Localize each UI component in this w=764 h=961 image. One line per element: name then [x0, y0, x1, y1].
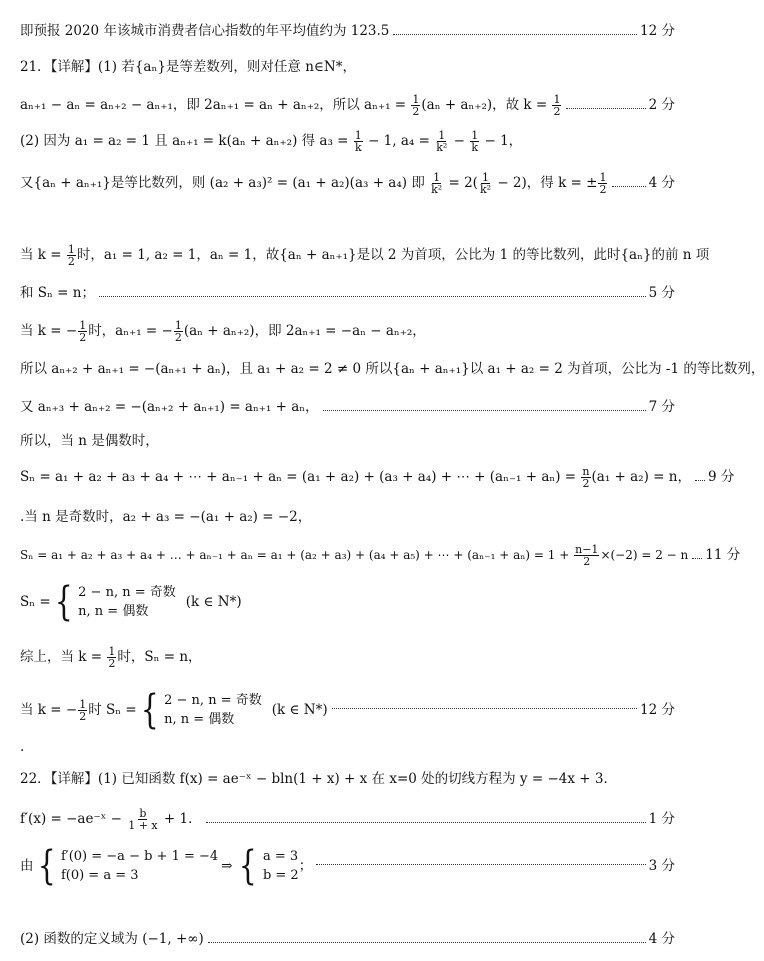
text-part: −: [449, 133, 470, 149]
text-part: − 2)，得 k = ±: [493, 175, 598, 191]
text-part: 由: [20, 858, 34, 874]
line-22: [20, 930, 675, 948]
fraction: [470, 130, 479, 153]
points-label: 1 分: [648, 811, 675, 827]
condition: (k ∈ N*): [271, 702, 328, 718]
solution-b: b = 2: [262, 868, 299, 883]
text-part: aₙ₊₁ − aₙ = aₙ₊₂ − aₙ₊₁，即 2aₙ₊₁ = aₙ + aₙ₊₂，所以 aₙ₊₁ =: [20, 97, 411, 113]
denominator: 2: [582, 477, 590, 490]
dot-leader: [332, 708, 637, 709]
text-part: 当 k = −: [20, 702, 78, 718]
dot-leader: [393, 34, 637, 35]
denominator: k²: [479, 183, 492, 196]
points-label: 11 分: [705, 547, 741, 563]
denominator: 2: [412, 105, 420, 118]
condition: (k ∈ N*): [185, 594, 242, 610]
line-14: [20, 543, 741, 568]
line-20: [20, 808, 675, 831]
case-2: n, n = 偶数: [78, 604, 149, 619]
numerator: 1: [354, 129, 362, 142]
numerator: 1: [438, 129, 446, 142]
text-part: (a₁ + a₂) = n，: [591, 469, 691, 485]
solutions: [263, 847, 299, 885]
numerator: 1: [79, 697, 87, 711]
line-8: [20, 320, 675, 343]
fraction: [67, 244, 76, 267]
text-part: + 1．: [159, 811, 202, 827]
text-part: ；: [298, 858, 313, 874]
denominator: 2: [553, 105, 561, 118]
line-20-formula: [20, 808, 202, 831]
line-5: [20, 172, 675, 195]
line-13-text: .当 n 是奇数时，a₂ + a₃ = −(a₁ + a₂) = −2，: [20, 509, 312, 525]
points-label: 3 分: [648, 858, 675, 874]
numerator: 1: [471, 129, 479, 142]
line-11: [20, 432, 675, 450]
line-9: [20, 360, 764, 378]
stray-dot: .: [20, 739, 25, 755]
line-2-text: 21．【详解】(1) 若{aₙ}是等差数列，则对任意 n∈N*，: [20, 59, 356, 75]
text-part: ×(−2) = 2 − n: [600, 548, 689, 562]
text-part: (2) 因为 a₁ = a₂ = 1 且 aₙ₊₁ = k(aₙ + aₙ₊₂) 得 a₃ =: [20, 133, 353, 149]
dot-leader: [323, 410, 646, 411]
cases: [78, 583, 176, 621]
numerator: 1: [481, 171, 489, 184]
points-label: 5 分: [648, 285, 675, 301]
case-1: 2 − n, n = 奇数: [78, 585, 176, 600]
denominator: 2: [174, 331, 182, 344]
text-part: Sₙ = a₁ + a₂ + a₃ + a₄ + … + aₙ₋₁ + aₙ = a₁ + (a₂ + a₃) + (a₄ + a₅) + ⋯ + (aₙ₋₁ + aₙ) = 1 +: [20, 548, 574, 562]
equation-2: f(0) = a = 3: [60, 868, 139, 883]
solution-a: a = 3: [262, 849, 299, 864]
line-19: [20, 770, 675, 788]
cases: [61, 847, 218, 885]
line-14-formula: [20, 544, 688, 567]
left-brace: {: [239, 843, 258, 889]
line-9-text: 所以 aₙ₊₂ + aₙ₊₁ = −(aₙ₊₁ + aₙ)，且 a₁ + a₂ = 2 ≠ 0 所以{aₙ + aₙ₊₁}以 a₁ + a₂ = 2 为首项，公比为 -1 的等比数列，: [20, 361, 764, 377]
line-12: [20, 465, 735, 490]
dot-leader: [316, 864, 645, 865]
dot-leader: [208, 942, 646, 943]
line-3-formula: [20, 94, 562, 117]
implies-arrow: ⇒: [221, 858, 233, 874]
numerator: n−1: [575, 543, 599, 556]
left-brace: {: [37, 843, 56, 889]
line-13: [20, 508, 675, 526]
denominator: 2: [79, 709, 87, 723]
dot-leader: [695, 480, 705, 481]
line-7-text: 和 Sₙ = n；: [20, 285, 95, 301]
numerator: b: [139, 807, 147, 820]
case-2: n, n = 偶数: [164, 712, 235, 727]
dot-leader: [692, 558, 702, 559]
numerator: n: [582, 465, 590, 478]
fraction: [574, 544, 599, 567]
text-part: 当 k = −: [20, 323, 78, 339]
points-label: 9 分: [707, 469, 735, 485]
text-part: − 1，: [480, 133, 523, 149]
text-part: 又{aₙ + aₙ₊₁}是等比数列，则 (a₂ + a₃)² = (a₁ + a₂)(a₃ + a₄) 即: [20, 175, 430, 191]
denominator: k²: [431, 183, 443, 196]
fraction: [78, 699, 87, 722]
numerator: 1: [108, 645, 116, 658]
denominator: 2: [599, 183, 607, 196]
denominator: k: [471, 141, 479, 154]
line-2: [20, 58, 675, 76]
line-4: [20, 130, 675, 153]
fraction: [354, 130, 363, 153]
piecewise-sum: [20, 579, 242, 625]
points-label: 4 分: [648, 175, 675, 191]
piecewise-summary: [20, 687, 328, 733]
line-7: [20, 284, 675, 302]
cases: [164, 691, 262, 729]
text-part: 时，aₙ₊₁ = −: [88, 323, 173, 339]
line-15: [20, 579, 675, 625]
line-6: [20, 243, 710, 268]
fraction: [598, 172, 607, 195]
fraction: [127, 808, 158, 831]
dot-leader: [99, 296, 646, 297]
numerator: 1: [174, 319, 182, 332]
line-18: [20, 738, 675, 756]
equation-1: f′(0) = −a − b + 1 = −4: [60, 849, 219, 864]
denominator: k²: [436, 141, 448, 154]
text-part: Sₙ =: [20, 594, 51, 610]
fraction: [552, 94, 561, 117]
system-of-equations: [20, 843, 313, 889]
line-16: [20, 646, 675, 669]
fraction: [411, 94, 420, 117]
points-label: 4 分: [648, 931, 675, 947]
line-12-formula: [20, 466, 691, 489]
text-part: (aₙ + aₙ₊₂)，即 2aₙ₊₁ = −aₙ − aₙ₊₂，: [183, 323, 426, 339]
line-21: [20, 843, 675, 889]
line-1: [20, 22, 675, 40]
numerator: 1: [599, 171, 607, 184]
fraction: [174, 320, 183, 343]
dot-leader: [566, 108, 645, 109]
line-11-text: 所以，当 n 是偶数时，: [20, 433, 159, 449]
denominator: 1 + x: [128, 819, 158, 832]
numerator: 1: [433, 171, 441, 184]
fraction: [435, 130, 448, 153]
line-10-text: 又 aₙ₊₃ + aₙ₊₂ = −(aₙ₊₂ + aₙ₊₁) = aₙ₊₁ + aₙ，: [20, 399, 319, 415]
line-22-text: (2) 函数的定义域为 (−1, +∞): [20, 931, 204, 947]
fraction: [581, 466, 590, 489]
fraction: [430, 172, 443, 195]
points-label: 12 分: [640, 702, 675, 718]
text-part: f′(x) = −ae⁻ˣ −: [20, 811, 127, 827]
numerator: 1: [67, 243, 75, 256]
denominator: 2: [583, 555, 591, 568]
text-part: − 1, a₄ =: [363, 133, 435, 149]
denominator: 2: [67, 255, 75, 268]
text-part: 时 Sₙ =: [88, 702, 137, 718]
text-part: 综上，当 k =: [20, 649, 107, 665]
fraction: [479, 172, 492, 195]
fraction: [107, 646, 116, 669]
numerator: 1: [553, 93, 561, 106]
text-part: (aₙ + aₙ₊₂)，故 k =: [421, 97, 552, 113]
text-part: 当 k =: [20, 247, 66, 263]
numerator: 1: [79, 319, 87, 332]
line-1-text: 即预报 2020 年该城市消费者信心指数的年平均值约为 123.5: [20, 23, 390, 39]
points-label: 7 分: [648, 399, 675, 415]
text-part: 时，a₁ = 1, a₂ = 1，aₙ = 1，故{aₙ + aₙ₊₁}是以 2 为首项，公比为 1 的等比数列，此时{aₙ}的前 n 项: [76, 247, 710, 263]
line-10: [20, 398, 675, 416]
case-1: 2 − n, n = 奇数: [164, 693, 262, 708]
denominator: k: [354, 141, 362, 154]
numerator: 1: [412, 93, 420, 106]
text-part: 时，Sₙ = n，: [117, 649, 202, 665]
text-part: Sₙ = a₁ + a₂ + a₃ + a₄ + ⋯ + aₙ₋₁ + aₙ = (a₁ + a₂) + (a₃ + a₄) + ⋯ + (aₙ₋₁ + aₙ) =: [20, 469, 581, 485]
points-label: 2 分: [648, 97, 675, 113]
line-19-text: 22．【详解】(1) 已知函数 f(x) = ae⁻ˣ − bln(1 + x) + x 在 x=0 处的切线方程为 y = −4x + 3．: [20, 771, 617, 787]
line-3: [20, 94, 675, 117]
line-17: [20, 687, 675, 733]
denominator: 2: [79, 331, 87, 344]
left-brace: {: [140, 687, 159, 733]
denominator: 2: [108, 657, 116, 670]
fraction: [78, 320, 87, 343]
dot-leader: [206, 822, 646, 823]
left-brace: {: [54, 579, 73, 625]
line-5-formula: [20, 172, 608, 195]
dot-leader: [612, 186, 645, 187]
text-part: = 2(: [444, 175, 478, 191]
points-label: 12 分: [640, 23, 675, 39]
